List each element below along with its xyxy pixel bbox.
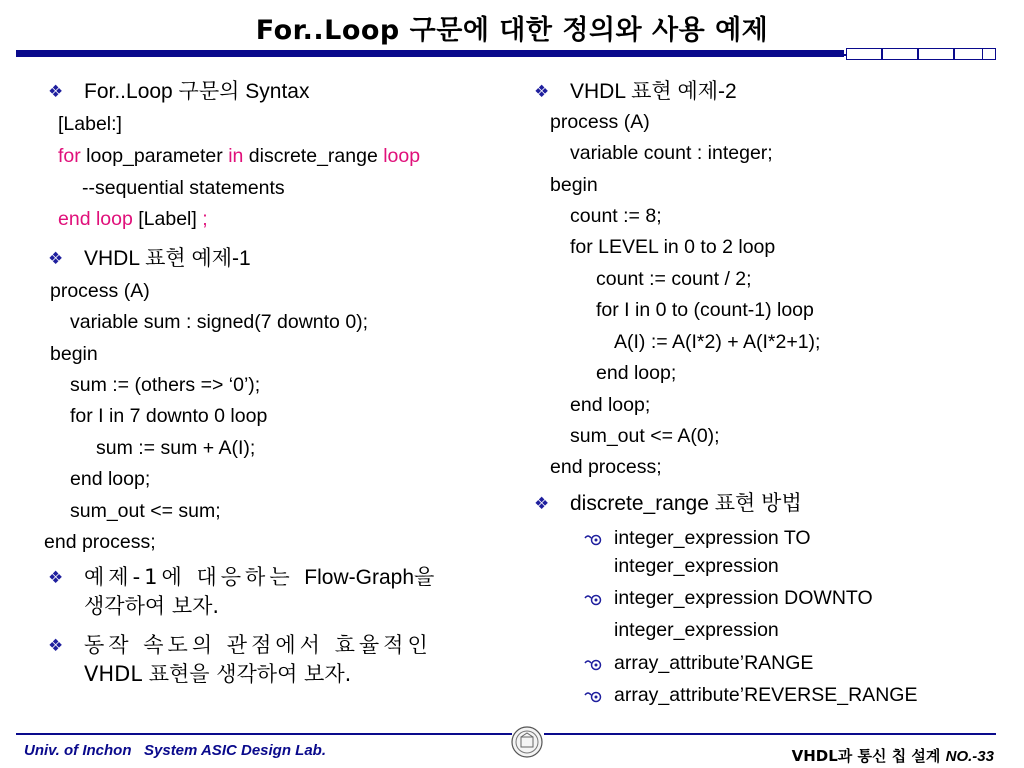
tilde-circle-bullet-icon — [584, 592, 602, 606]
keyword-end-loop: end loop — [58, 208, 133, 230]
heading-text: VHDL 표현을 생각하여 보자. — [84, 662, 352, 686]
syntax-label: [Label:] — [58, 113, 122, 135]
four-diamond-bullet-icon: ❖ — [48, 82, 64, 101]
footer-course: VHDL과 통신 칩 설계 — [791, 747, 946, 765]
code-line: begin — [50, 343, 98, 365]
heading-text: VHDL 표현 예제-1 — [84, 247, 251, 270]
university-seal-icon — [510, 725, 544, 759]
heading-text — [84, 563, 434, 592]
heading-text: For..Loop 구문의 Syntax — [84, 80, 310, 103]
header-bar — [16, 50, 844, 57]
keyword-for: for — [58, 145, 81, 167]
sub-item-text: array_attribute’REVERSE_RANGE — [614, 684, 918, 706]
code-line: sum_out <= A(0); — [570, 425, 720, 447]
four-diamond-bullet-icon: ❖ — [48, 636, 64, 655]
syntax-end-label: [Label] — [132, 208, 203, 230]
code-line: end process; — [44, 531, 156, 553]
keyword-loop: loop — [383, 145, 421, 167]
code-line: for LEVEL in 0 to 2 loop — [570, 236, 776, 258]
syntax-param: loop_parameter — [80, 145, 229, 167]
keyword-in: in — [228, 145, 244, 167]
code-line: for I in 0 to (count-1) loop — [596, 299, 814, 321]
heading-text: 생각하여 보자. — [84, 594, 220, 618]
tilde-circle-bullet-icon — [584, 657, 602, 671]
heading-text: 동작 속도의 관점에서 효율적인 — [84, 633, 432, 657]
code-line: variable count : integer; — [570, 142, 773, 164]
syntax-end-line — [58, 204, 208, 236]
code-line: count := count / 2; — [596, 268, 752, 290]
code-line: process (A) — [50, 280, 150, 302]
syntax-for-line — [58, 141, 420, 173]
sub-item-text: integer_expression DOWNTO — [614, 587, 873, 609]
four-diamond-bullet-icon: ❖ — [48, 249, 64, 268]
syntax-range: discrete_range — [243, 145, 384, 167]
code-line: sum := sum + A(I); — [96, 437, 256, 459]
heading-text-part: 예제-1에 대응하는 — [84, 565, 305, 589]
code-line: sum_out <= sum; — [70, 500, 221, 522]
four-diamond-bullet-icon: ❖ — [48, 568, 64, 587]
syntax-seq: --sequential statements — [82, 177, 285, 199]
four-diamond-bullet-icon: ❖ — [534, 494, 550, 513]
code-line: process (A) — [550, 111, 650, 133]
code-line: variable sum : signed(7 downto 0); — [70, 311, 369, 333]
keyword-semicolon: ; — [202, 208, 208, 230]
code-line: end loop; — [570, 394, 651, 416]
code-line: count := 8; — [570, 205, 662, 227]
header-box — [918, 48, 954, 60]
header-box — [846, 48, 882, 60]
slide-title: For..Loop 구문에 대한 정의와 사용 예제 — [255, 15, 769, 46]
header-box — [882, 48, 918, 60]
sub-item-text: integer_expression — [614, 555, 779, 577]
heading-text: VHDL 표현 예제-2 — [570, 80, 737, 103]
code-line: end process; — [550, 456, 662, 478]
sub-item-text: array_attribute’RANGE — [614, 652, 814, 674]
tilde-circle-bullet-icon — [584, 689, 602, 703]
sub-item-text: integer_expression TO — [614, 527, 811, 549]
footer-page-number: NO.-33 — [945, 748, 994, 765]
heading-text: discrete_range 표현 방법 — [570, 492, 802, 515]
code-line: sum := (others => ‘0’); — [70, 374, 261, 396]
footer-page-info — [792, 745, 994, 766]
sub-item-text: integer_expression — [614, 619, 779, 641]
footer-line — [16, 733, 512, 735]
four-diamond-bullet-icon: ❖ — [534, 82, 550, 101]
code-line: end loop; — [596, 362, 677, 384]
footer-lab-name: Univ. of Inchon System ASIC Design Lab. — [24, 742, 326, 759]
header-box — [982, 48, 996, 60]
code-line: A(I) := A(I*2) + A(I*2+1); — [614, 331, 821, 353]
tilde-circle-bullet-icon — [584, 532, 602, 546]
heading-text-part: Flow-Graph을 — [304, 566, 435, 589]
code-line: end loop; — [70, 468, 151, 490]
code-line: begin — [550, 174, 598, 196]
code-line: for I in 7 downto 0 loop — [70, 405, 268, 427]
footer-line — [544, 733, 996, 735]
